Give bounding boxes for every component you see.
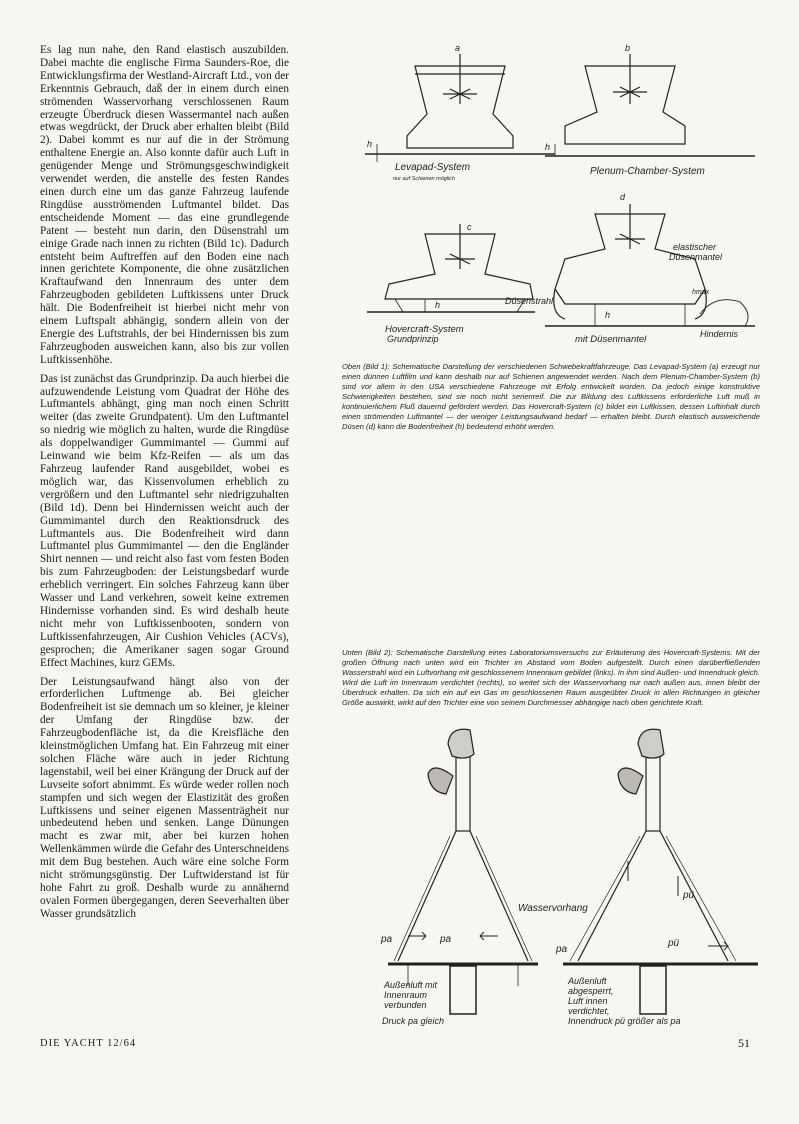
label-pa-left-inner: pa (440, 934, 452, 945)
label-pa-right: pa (556, 944, 568, 955)
title-levapad: Levapad-System (395, 162, 471, 173)
right-result: Innendruck pü größer als pa (568, 1016, 681, 1026)
label-hindernis: Hindernis (700, 329, 739, 339)
label-pue-upper: pü (683, 890, 695, 901)
figure-1-caption: Oben (Bild 1): Schematische Darstellung der verschiedenen Schwebekraftfahrzeuge. Das Levapad-System (a) erzeugt nur einen dünnen Luftfilm und kann deshalb nur auf Schienen angewendet werden. Nach dem Plenum-Chamber-System (b) sind vor allem in den USA verschiedene Fahrzeuge mit Erfolg entwickelt worden. Da jedoch einige konstruktive Schwierigkeiten bestehen, sind sie noch nicht serienreif. Die zur Bildung des Luftkissens erforderliche Luft muß in kontinuierlichem Fluß dauernd gefördert werden. Das Hovercraft-System (c) bildet ein Luftkissen, dessen Luftinhalt durch einen strömenden Luftmantel — der weniger Leistungsaufwand bedarf — erhalten bleibt. Durch elastisch ausweichende Düsen (d) kann die Bodenfreiheit (h) bedeutend erhöht werden. (342, 362, 760, 431)
journal-footer: DIE YACHT 12/64 (40, 1038, 137, 1049)
paragraph-1: Es lag nun nahe, den Rand elastisch auszubilden. Dabei machte die englische Firma Saunders-Roe, die Entwicklungsfirma der Westland-Aircraft Ltd., von der Erkenntnis Gebrauch, daß der in einem durch einen strömenden Wasservorhang verschlossenen Raum erzeugte Überdruck diesen Wassermantel nach außen etwas wegdrückt, der Druck aber erhalten bleibt (Bild 2). Dabei kommt es nur auf die in der Strömung enthaltene Energie an. Also konnte dafür auch Luft in genügender Menge und Strömungsgeschwindigkeit verwendet werden, die anstelle des festen Randes einen durch eine um das ganze Fahrzeug laufende Ringdüse ausströmenden Luftmantel bildet. Das entscheidende Moment — das eine grundlegende Patent — besteht nun darin, den Düsenstrahl um einige Grade nach innen zu richten (Bild 1c). Dadurch entsteht beim Auftreffen auf den Boden eine nach innen gerichtete Komponente, die ohne zusätzlichen Kraftaufwand den Innenraum des unter dem Fahrzeugboden gebildeten Luftkissens unter Druck hält. Die Bodenfreiheit ist hierbei nicht mehr von einem Luftspalt abhängig, sondern allein von der Energie des Luftstrahls, der bei Hindernissen bis zum Fahrzeugboden ausweichen kann, also bis zur vollen Luftkissenhöhe. (40, 44, 289, 366)
label-hmax: hmax (692, 289, 710, 296)
title-duesenmantel: mit Düsenmantel (575, 334, 647, 344)
label-pue-lower: pü (668, 938, 680, 949)
figure-1-hovercraft-systems (355, 44, 765, 344)
label-h-d: h (605, 310, 611, 320)
diagram-plenum-chamber (545, 44, 755, 177)
figure-2-caption: Unten (Bild 2): Schematische Darstellung eines Laboratoriumsversuchs zur Erläuterung des Hovercraft-Systems. Mit der großen Öffnung nach unten wird ein Trichter im Abstand vom Boden aufgestellt. Durch einen darüberfließenden Wasserstrahl wird ein Luftvorhang mit geschlossenem Innenraum gebildet (links). In ihm sind Außen- und Innendruck gleich. Wird die Luft im Innenraum verdichtet (rechts), so weitet sich der Wasservorhang nur nach außen aus, innen bleibt der Überdruck erhalten. Da sich ein auf ein Gas im geschlossenen Raum ausgeübter Druck in allen Richtungen in gleicher Größe auswirkt, wirkt auf den Trichter eine von seinem Durchmesser abhängige nach oben gerichtete Kraft. (342, 648, 760, 707)
article-column (40, 44, 289, 927)
right-note-4: verdichtet, (568, 1006, 610, 1016)
subtitle-levapad: nur auf Schienen möglich (393, 176, 456, 182)
label-elastischer: elastischer (673, 242, 717, 252)
left-note-2: Innenraum (384, 990, 428, 1000)
diagram-hovercraft-skirt (545, 192, 755, 344)
diagram-levapad (365, 44, 555, 182)
label-h-b: h (545, 142, 551, 152)
diagram-hovercraft-basic (367, 222, 554, 344)
label-duesenmantel: Düsenmantel (669, 252, 723, 262)
left-note-1: Außenluft mit (384, 980, 438, 990)
title-plenum: Plenum-Chamber-System (590, 166, 705, 177)
label-duesenstrahl: Düsenstrahl (505, 296, 554, 306)
paragraph-2: Das ist zunächst das Grundprinzip. Da auch hierbei die aufzuwendende Leistung vom Quadrat der Höhe des Luftmantels abhängt, ging man noch einen Schritt weiter (das zweite Grundpatent). Um den Luftmantel so niedrig wie möglich zu halten, wurde die Ringdüse als doppelwandiger Gummimantel — Gummi auf Leinwand wie beim Kfz-Reifen — als um das Fahrzeug laufender Rand ausgebildet, wobei es möglich war, das Kissenvolumen erheblich zu vergrößern und den Luftmantel sehr niedrigzuhalten (Bild 1d). Denn bei Hindernissen weicht auch der Gummimantel durch den Reaktionsdruck des Luftmantels aus. Die Bodenfreiheit wird dann Luftmantel plus Gummimantel — den die Engländer Shirt nennen — und reicht also fast vom festen Boden bis zum Fahrzeugboden: der Leistungsbedarf wurde erheblich verringert. Ein solches Fahrzeug kann über Wasser und Land verkehren, soweit keine extremen Hindernisse vorhanden sind. Es wird deshalb heute nicht mehr von Luftkissenbooten, sondern von Luftkissenfahrzeugen, Air Cushion Vehicles (ACVs), gesprochen; die Amerikaner sagen sogar Ground Effect Machines, kurz GEMs. (40, 372, 289, 669)
label-pa-left-outer: pa (381, 934, 393, 945)
paragraph-3: Der Leistungsaufwand hängt also von der erforderlichen Luftmenge ab. Bei gleicher Bodenfreiheit ist sie demnach um so kleiner, je kleiner der Umfang der Ringdüse bzw. der Fahrzeugbodenfläche ist, da die Kreisfläche den kleinstmöglichen Umfang hat. Ein Fahrzeug mit einer solchen Fläche wäre auch in jeder Richtung lagenstabil, weil bei einer Krängung der Druck auf der Luvseite sofort abnimmt. Es würde weder rollen noch stampfen und sich wegen der Elastizität des großen Luftkissens und seiner eigenen Massenträgheit nur unbedeutend heben und senken. Lange Dünungen macht es zwar mit, aber bei kurzen hohen Wellenkämmen würde die Gefahr des Unterschneidens mit dem Bug bestehen. Auch wäre eine solche Form nicht strömungsgünstig. Der Luftwiderstand ist für hohe Fahrt zu groß. Deshalb wurde zu annähernd ovalen Formen übergegangen, deren Seeverhalten über Wasser grundsätzlich (40, 675, 289, 920)
label-h-a: h (367, 139, 373, 149)
funnel-right (563, 729, 758, 1014)
left-result: Druck pa gleich (382, 1016, 445, 1026)
title-hovercraft: Hovercraft-System (385, 324, 464, 335)
figure-2-lab-experiment (378, 726, 778, 1026)
label-wasservorhang: Wasservorhang (518, 903, 588, 914)
label-d: d (620, 192, 626, 202)
page-number: 51 (738, 1036, 750, 1050)
label-c: c (467, 222, 472, 232)
right-note-1: Außenluft (568, 976, 607, 986)
label-b: b (625, 44, 631, 53)
right-note-3: Luft innen (568, 996, 608, 1006)
label-a: a (455, 44, 461, 53)
funnel-left (388, 729, 538, 1014)
label-h-c: h (435, 300, 441, 310)
pressure-arrows (408, 932, 728, 950)
right-note-2: abgesperrt, (568, 986, 614, 996)
left-note-3: verbunden (384, 1000, 427, 1010)
subtitle-hovercraft: Grundprinzip (387, 334, 439, 344)
